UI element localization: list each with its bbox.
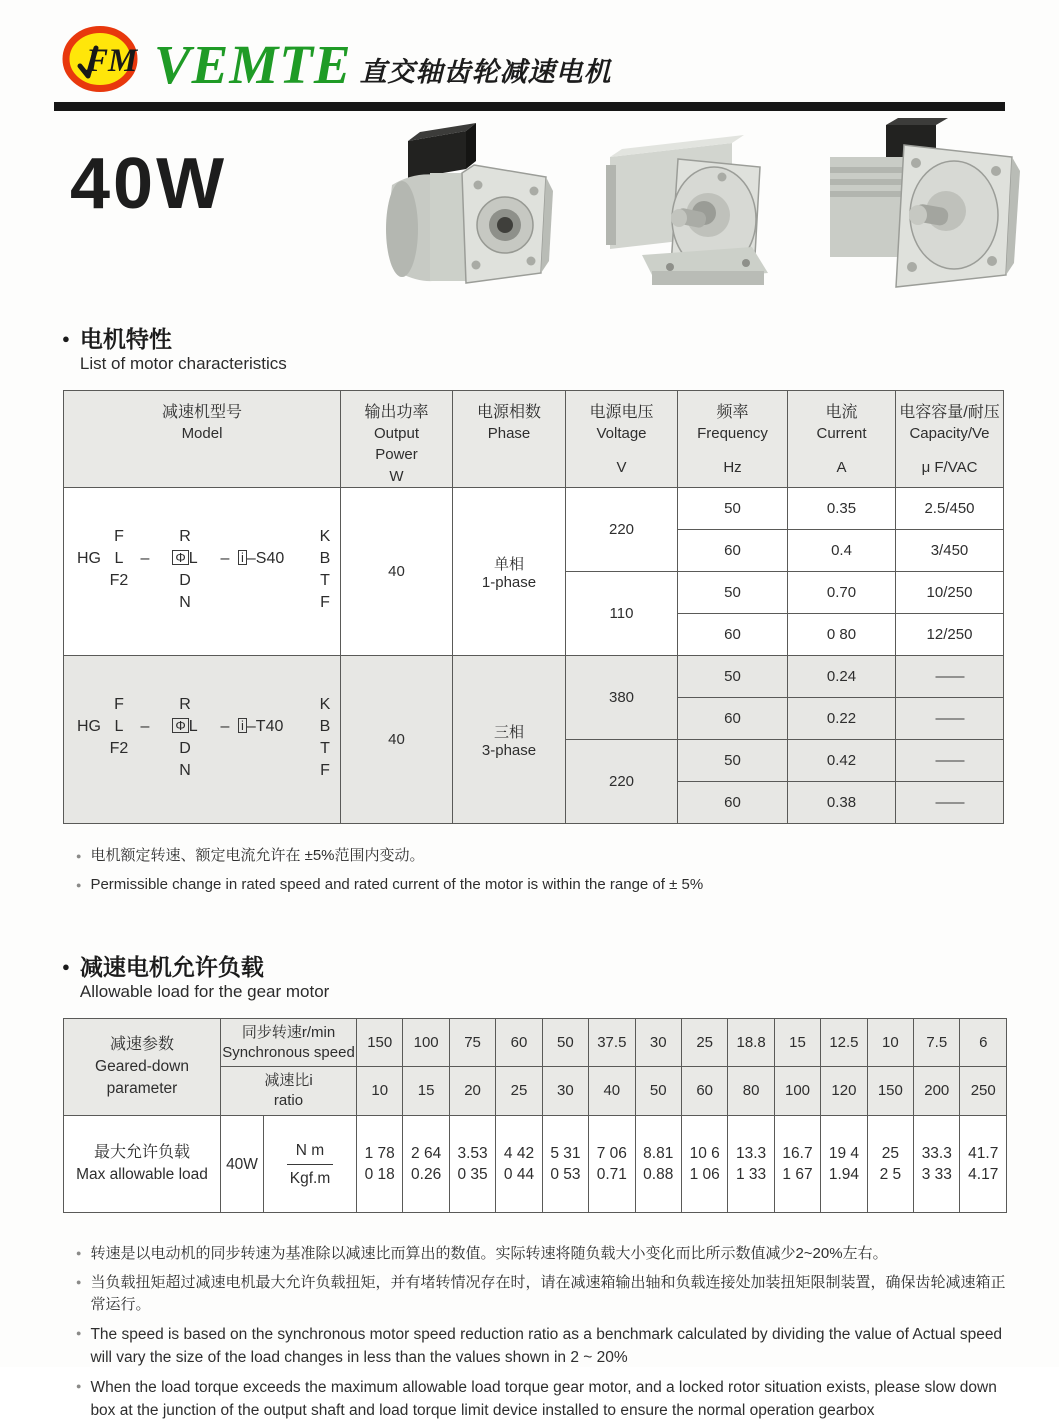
speed-cell: 100	[403, 1019, 449, 1067]
capacity-cell: 10/250	[896, 572, 1004, 614]
speed-cell: 10	[867, 1019, 913, 1067]
load-row-power: 40W	[221, 1116, 264, 1213]
model-cell	[64, 656, 341, 824]
speed-cell: 150	[357, 1019, 403, 1067]
note-text: When the load torque exceeds the maximum allowable load torque gear motor, and a locked rotor situation exists, please slow down box at the junction of the output shaft and load torque limit device installed to ensure the normal operation gearbox	[90, 1379, 997, 1419]
speed-cell: 18.8	[728, 1019, 774, 1067]
speed-cell: 30	[635, 1019, 681, 1067]
current-cell: 0 80	[788, 614, 896, 656]
capacity-cell: ——	[896, 656, 1004, 698]
load-cell: 4 42 0 44	[496, 1116, 542, 1213]
capacity-cell: ——	[896, 740, 1004, 782]
motor-photo-right-angle	[378, 115, 556, 303]
load-cell: 1 78 0 18	[357, 1116, 403, 1213]
note-item	[76, 875, 1059, 895]
model-code: F R K HG L – Φ L – i –S40 B F2 D T N F	[77, 527, 331, 611]
brand-name: VEMTE	[154, 34, 352, 95]
motor-photo-flange-mount	[808, 115, 1024, 303]
motor-spec-table	[63, 390, 1004, 824]
table-row	[64, 488, 1004, 530]
note-text: 转速是以电动机的同步转速为基准除以减速比而算出的数值。实际转速将随负载大小变化而比所示数值减少2~20%左右。	[90, 1245, 888, 1262]
note-bullet-icon: ●	[76, 1248, 82, 1258]
capacity-cell: 2.5/450	[896, 488, 1004, 530]
ratio-label-header: 减速比i ratio	[221, 1067, 357, 1116]
speed-cell: 6	[960, 1019, 1007, 1067]
frequency-cell: 60	[678, 698, 788, 740]
load-cell: 10 6 1 06	[681, 1116, 727, 1213]
load-cell: 7 06 0.71	[589, 1116, 635, 1213]
section-bullet-icon: ●	[62, 959, 70, 974]
power-cell: 40	[341, 656, 453, 824]
note-item	[76, 1376, 1017, 1422]
load-row-label: 最大允许负载 Max allowable load	[64, 1116, 221, 1213]
load-cell: 19 4 1.94	[821, 1116, 867, 1213]
ratio-cell: 200	[914, 1067, 960, 1116]
load-cell: 16.7 1 67	[774, 1116, 820, 1213]
header	[0, 0, 1059, 95]
power-title: 40W	[70, 144, 228, 224]
ratio-cell: 250	[960, 1067, 1007, 1116]
note-bullet-icon: ●	[76, 851, 82, 861]
ratio-cell: 10	[357, 1067, 403, 1116]
unit-fraction: $\frac{\text{N m}}{\text{Kgf.m}}$	[287, 1140, 333, 1189]
frequency-cell: 50	[678, 488, 788, 530]
phase-cell: 单相 1-phase	[453, 488, 566, 656]
ratio-cell: 20	[449, 1067, 495, 1116]
current-header: 电流 Current A	[788, 391, 896, 488]
motor-photo-foot-mount	[582, 115, 782, 303]
current-cell: 0.24	[788, 656, 896, 698]
speed-label-header: 同步转速r/min Synchronous speed	[221, 1019, 357, 1067]
section2-title-zh: 减速电机允许负载	[79, 954, 264, 980]
table-header-row	[64, 391, 1004, 488]
voltage-cell: 220	[566, 488, 678, 572]
hero	[0, 111, 1059, 323]
ratio-cell: 150	[867, 1067, 913, 1116]
capacity-cell: 3/450	[896, 530, 1004, 572]
table-row	[64, 656, 1004, 698]
speed-cell: 75	[449, 1019, 495, 1067]
load-cell: 3.53 0 35	[449, 1116, 495, 1213]
ratio-cell: 100	[774, 1067, 820, 1116]
motor-table-notes	[76, 846, 1059, 895]
unit-cell	[264, 1116, 357, 1213]
speed-cell: 37.5	[589, 1019, 635, 1067]
speed-cell: 12.5	[821, 1019, 867, 1067]
allowable-load-table	[63, 1018, 1007, 1213]
brand-subtitle: 直交轴齿轮减速电机	[359, 57, 612, 87]
ratio-cell: 120	[821, 1067, 867, 1116]
current-cell: 0.70	[788, 572, 896, 614]
power-header: 输出功率 Output Power W	[341, 391, 453, 488]
table-header-row	[64, 1019, 1007, 1067]
capacity-header: 电容容量/耐压 Capacity/Ve μ F/VAC	[896, 391, 1004, 488]
voltage-cell: 220	[566, 740, 678, 824]
capacity-cell: 12/250	[896, 614, 1004, 656]
note-text: 电机额定转速、额定电流允许在 ±5%范围内变动。	[90, 847, 425, 864]
speed-cell: 50	[542, 1019, 588, 1067]
note-bullet-icon: ●	[76, 1381, 82, 1391]
model-cell	[64, 488, 341, 656]
frequency-cell: 60	[678, 782, 788, 824]
svg-text:FM: FM	[86, 43, 138, 79]
power-cell: 40	[341, 488, 453, 656]
frequency-header: 频率 Frequency Hz	[678, 391, 788, 488]
note-item	[76, 846, 1059, 866]
speed-cell: 15	[774, 1019, 820, 1067]
note-item	[76, 1272, 1017, 1316]
section-motor-characteristics	[62, 325, 1059, 374]
table-row	[64, 1116, 1007, 1213]
frequency-cell: 60	[678, 530, 788, 572]
current-cell: 0.22	[788, 698, 896, 740]
voltage-cell: 110	[566, 572, 678, 656]
note-bullet-icon: ●	[76, 880, 82, 890]
model-header: 减速机型号 Model	[64, 391, 341, 488]
frequency-cell: 50	[678, 656, 788, 698]
section1-title-zh: 电机特性	[79, 326, 172, 352]
capacity-cell: ——	[896, 698, 1004, 740]
note-bullet-icon: ●	[76, 1277, 82, 1287]
phase-cell: 三相 3-phase	[453, 656, 566, 824]
current-cell: 0.35	[788, 488, 896, 530]
ratio-cell: 50	[635, 1067, 681, 1116]
voltage-cell: 380	[566, 656, 678, 740]
section-allowable-load	[62, 953, 1059, 1002]
ratio-cell: 30	[542, 1067, 588, 1116]
ratio-cell: 40	[589, 1067, 635, 1116]
load-cell: 13.3 1 33	[728, 1116, 774, 1213]
header-divider	[54, 102, 1005, 111]
capacity-cell: ——	[896, 782, 1004, 824]
note-item	[76, 1323, 1017, 1369]
frequency-cell: 50	[678, 740, 788, 782]
note-text: The speed is based on the synchronous motor speed reduction ratio as a benchmark calculated by dividing the value of Actual speed will vary the size of the load changes in less than the values shown in 2 ~ 20%	[90, 1326, 1003, 1366]
current-cell: 0.4	[788, 530, 896, 572]
param-header: 减速参数 Geared-down parameter	[64, 1019, 221, 1116]
load-cell: 41.7 4.17	[960, 1116, 1007, 1213]
current-cell: 0.42	[788, 740, 896, 782]
load-cell: 5 31 0 53	[542, 1116, 588, 1213]
load-cell: 25 2 5	[867, 1116, 913, 1213]
load-cell: 33.3 3 33	[914, 1116, 960, 1213]
current-cell: 0.38	[788, 782, 896, 824]
frequency-cell: 60	[678, 614, 788, 656]
phase-header: 电源相数 Phase	[453, 391, 566, 488]
ratio-cell: 80	[728, 1067, 774, 1116]
note-item	[76, 1243, 1017, 1265]
load-cell: 8.81 0.88	[635, 1116, 681, 1213]
speed-cell: 60	[496, 1019, 542, 1067]
section1-title-en: List of motor characteristics	[79, 354, 287, 373]
section-bullet-icon: ●	[62, 331, 70, 346]
brand-logo-icon	[62, 26, 138, 92]
section2-title-en: Allowable load for the gear motor	[79, 982, 330, 1001]
model-code: F R K HG L – Φ L – i –T40 B F2 D T N F	[77, 695, 331, 779]
ratio-cell: 15	[403, 1067, 449, 1116]
motor-photos	[378, 115, 1026, 303]
frequency-cell: 50	[678, 572, 788, 614]
speed-cell: 25	[681, 1019, 727, 1067]
note-text: 当负载扭矩超过减速电机最大允许负载扭矩，并有堵转情况存在时，请在减速箱输出轴和负载连接处加装扭矩限制装置，确保齿轮减速箱正常运行。	[90, 1274, 1006, 1313]
speed-cell: 7.5	[914, 1019, 960, 1067]
voltage-header: 电源电压 Voltage V	[566, 391, 678, 488]
note-bullet-icon: ●	[76, 1328, 82, 1338]
note-text: Permissible change in rated speed and rated current of the motor is within the range of ± 5%	[90, 876, 704, 893]
footer-notes	[76, 1243, 1017, 1422]
ratio-cell: 60	[681, 1067, 727, 1116]
load-cell: 2 64 0.26	[403, 1116, 449, 1213]
ratio-cell: 25	[496, 1067, 542, 1116]
